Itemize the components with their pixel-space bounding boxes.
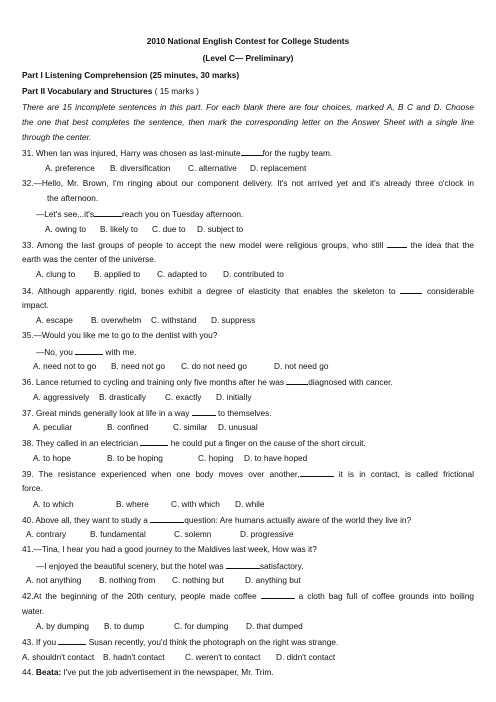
option: B. applied to (94, 269, 141, 279)
question-35-options (33, 361, 328, 371)
option: D. that dumped (246, 621, 303, 631)
option: A. by dumping (36, 621, 90, 631)
option: A. not anything (26, 575, 82, 585)
question-41-options (26, 575, 301, 585)
option: A. need not to go (33, 361, 97, 371)
question-34-stem: 34. Although apparently rigid, bones exhibit a degree of elasticity that enables the skeleton to considerable (22, 286, 474, 296)
option: C. for dumping (174, 621, 229, 631)
question-42-stem: 42.At the beginning of the 20th century, people made coffee a cloth bag full of coffee grounds into boiling (22, 591, 474, 601)
option: C. nothing but (172, 575, 224, 585)
option: A. aggressively (33, 392, 90, 402)
question-44-stem: 44. Beata: I've put the job advertisement in the newspaper, Mr. Trim. (22, 667, 274, 677)
option: C. adapted to (157, 269, 207, 279)
question-36-options (33, 392, 252, 402)
option: B. to dump (104, 621, 145, 631)
option: A. clung to (36, 269, 76, 279)
option: C. due to (152, 224, 186, 234)
option: B. need not go (111, 361, 165, 371)
option: B. overwhelm (91, 315, 142, 325)
part1-heading: Part I Listening Comprehension (25 minutes, 30 marks) (22, 70, 240, 80)
question-43-options (22, 652, 335, 662)
option: C. hoping (198, 453, 234, 463)
instructions-line: the one that best completes the sentence, then mark the corresponding letter on the Answer Sheet with a single line (22, 117, 474, 127)
option: D. unusual (218, 422, 258, 432)
option: A. contrary (26, 529, 67, 539)
option: C. weren't to contact (185, 652, 261, 662)
option: A. to which (33, 499, 74, 509)
option: D. contributed to (223, 269, 284, 279)
question-35-reply: —No, you with me. (36, 347, 137, 357)
instructions-line: through the center. (22, 132, 92, 142)
question-39-stem: 39. The resistance experienced when one body moves over another, it is in contact, is called frictional (22, 469, 474, 479)
option: B. nothing from (99, 575, 156, 585)
option: C. solemn (174, 529, 212, 539)
option: B. drastically (99, 392, 147, 402)
option: D. subject to (197, 224, 244, 234)
option: D. to have hoped (244, 453, 308, 463)
option: D. while (235, 499, 265, 509)
part2-title: Part II Vocabulary and Structures (22, 86, 153, 96)
option: C. exactly (165, 392, 202, 402)
question-40-options (26, 529, 294, 539)
option: D. replacement (250, 163, 307, 173)
question-37-stem: 37. Great minds generally look at life in a way to themselves. (22, 408, 272, 418)
question-42-options (36, 621, 303, 631)
question-33-stem: 33. Among the last groups of people to accept the new model were religious groups, who still the idea that the (22, 240, 474, 250)
question-31-options (45, 163, 306, 173)
option: B. diversification (110, 163, 171, 173)
question-38-stem: 38. They called in an electrician he could put a finger on the cause of the short circuit. (22, 438, 366, 448)
question-34-stem-cont: impact. (22, 300, 49, 310)
option: A. to hope (33, 453, 71, 463)
option: B. to be hoping (107, 453, 163, 463)
option: B. confined (107, 422, 149, 432)
question-33-stem-cont: earth was the center of the universe. (22, 254, 157, 264)
exam-level: (Level C— Preliminary) (202, 53, 294, 63)
option: A. shouldn't contact (22, 652, 95, 662)
instructions-line: There are 15 incomplete sentences in this part. For each blank there are four choices, marked A, B C and D. Choose (22, 102, 474, 112)
option: A. escape (36, 315, 73, 325)
option: C. with which (171, 499, 220, 509)
part2-marks: ( 15 marks ) (152, 86, 199, 96)
option: D. anything but (245, 575, 301, 585)
question-41-reply: —I enjoyed the beautiful scenery, but the hotel was satisfactory. (36, 561, 304, 571)
option: B. hadn't contact (103, 652, 165, 662)
question-41-stem: 41.—Tina, I hear you had a good journey to the Maldives last week, How was it? (22, 544, 317, 554)
question-38-options (33, 453, 307, 463)
question-43-stem: 43. If you Susan recently, you'd think the photograph on the right was strange. (22, 637, 339, 647)
question-32-stem-cont: the afternoon. (47, 193, 99, 203)
question-34-options (36, 315, 255, 325)
question-32-options (45, 224, 243, 234)
question-36-stem: 36. Lance returned to cycling and training only five months after he was diagnosed with cancer. (22, 377, 393, 387)
option: A. owing to (45, 224, 87, 234)
question-39-options (33, 499, 265, 509)
question-39-stem-cont: force. (22, 483, 43, 493)
option: C. withstand (151, 315, 197, 325)
option: B. fundamental (90, 529, 146, 539)
option: B. where (116, 499, 149, 509)
option: A. peculiar (33, 422, 73, 432)
part2-heading (22, 86, 199, 96)
option: C. do not need go (181, 361, 247, 371)
option: D. suppress (211, 315, 256, 325)
question-32-reply: —Let's see...it's reach you on Tuesday afternoon. (36, 209, 244, 219)
option: D. progressive (240, 529, 294, 539)
question-37-options (33, 422, 258, 432)
question-35-stem: 35.—Would you like me to go to the dentist with you? (22, 330, 218, 340)
option: B. likely to (100, 224, 138, 234)
question-42-stem-cont: water. (22, 606, 45, 616)
option: D. not need go (274, 361, 329, 371)
option: D. initially (216, 392, 252, 402)
option: D. didn't contact (276, 652, 336, 662)
question-40-stem: 40. Above all, they want to study a question: Are humans actually aware of the world they live in? (22, 515, 412, 525)
question-31-stem: 31. When Ian was injured, Harry was chosen as last-minute for the rugby team. (22, 148, 333, 158)
option: A. preference (45, 163, 95, 173)
question-33-options (36, 269, 284, 279)
exam-title: 2010 National English Contest for College Students (146, 36, 350, 46)
question-32-stem: 32.—Hello, Mr. Brown, I'm ringing about our component delivery. It's not arrived yet and it's already three o'clock in (22, 178, 474, 188)
option: C. alternative (188, 163, 237, 173)
option: C. similar (173, 422, 208, 432)
